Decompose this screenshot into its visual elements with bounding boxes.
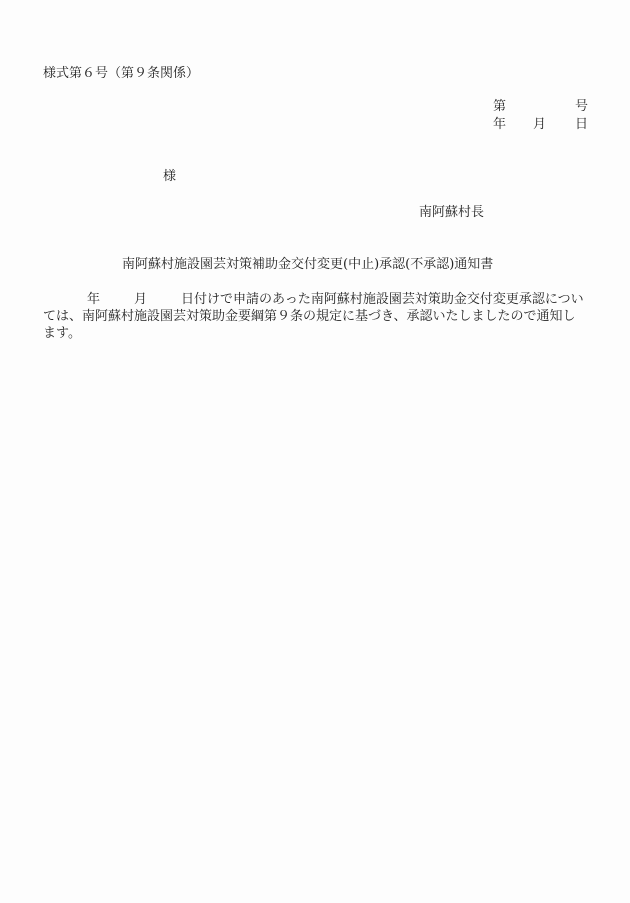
- date-day-label: 日: [574, 117, 588, 132]
- sender-name: 南阿蘇村長: [419, 205, 485, 220]
- document-title: 南阿蘇村施設園芸対策補助金交付変更(中止)承認(不承認)通知書: [122, 257, 494, 272]
- body-date-month: 月: [134, 292, 148, 307]
- document-number-suffix: 号: [574, 99, 588, 114]
- body-line-1-text: 日付けで申請のあった南阿蘇村施設園芸対策助金交付変更承認につい: [181, 292, 584, 307]
- document-number-prefix: 第: [493, 99, 507, 114]
- body-line-3: ます。: [43, 326, 81, 341]
- document-number-row: [493, 98, 588, 115]
- document-date-row: [493, 116, 588, 133]
- form-number-label: 様式第６号（第９条関係）: [43, 66, 200, 81]
- body-line-2: ては、南阿蘇村施設園芸対策助金要綱第９条の規定に基づき、承認いたしましたので通知し: [43, 309, 576, 324]
- document-body: [43, 291, 588, 342]
- addressee-honorific: 様: [163, 169, 177, 184]
- body-line-1: [43, 291, 588, 308]
- body-date-year: 年: [87, 292, 101, 307]
- date-month-label: 月: [533, 117, 547, 132]
- date-year-label: 年: [493, 117, 507, 132]
